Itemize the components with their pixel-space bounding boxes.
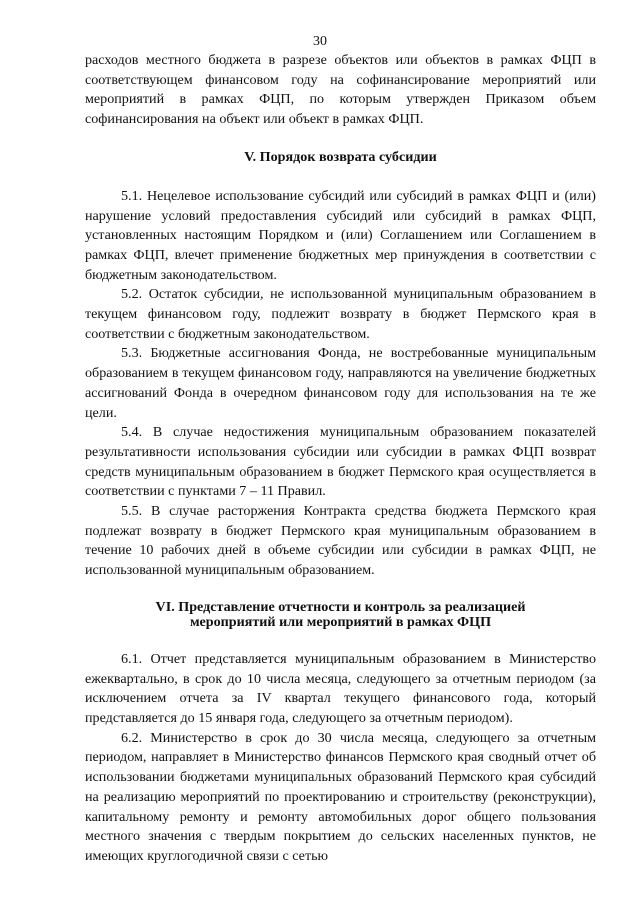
intro-paragraph: расходов местного бюджета в разрезе объектов или объектов в рамках ФЦП в соответствующем финансовом году на софинансирование мероприятий или мероприятий в рамках ФЦП, по которым утвержден Приказом объем софинансирования на объект или объект в рамках ФЦП. — [85, 52, 596, 128]
section-6-heading-line-2: мероприятий или мероприятий в рамках ФЦП — [189, 613, 492, 630]
document-body — [85, 51, 596, 867]
paragraph-5-3: 5.3. Бюджетные ассигнования Фонда, не востребованные муниципальным образованием в текущем финансовом году, направляются на увеличение бюджетных ассигнований Фонда в очередном финансовом году для использования на те же цели. — [85, 345, 596, 421]
paragraph-5-4: 5.4. В случае недостижения муниципальным образованием показателей результативности использования субсидии или субсидии в рамках ФЦП возврат средств муниципальным образованием в бюджет Пермского края осуществляется в соответствии с пунктами 7 – 11 Правил. — [85, 424, 596, 500]
paragraph-5-5: 5.5. В случае расторжения Контракта средства бюджета Пермского края подлежат возврату в бюджет Пермского края муниципальным образованием в течение 10 рабочих дней в объеме субсидии или субсидии в рамках ФЦП, не использованной муниципальным образованием. — [85, 503, 596, 579]
paragraph-6-2: 6.2. Министерство в срок до 30 числа месяца, следующего за отчетным периодом, направляет в Министерство финансов Пермского края сводный отчет об использовании бюджетами муниципальных образований Пермского края субсидий на реализацию мероприятий по проектированию и строительству (реконструкции), капитальному ремонту и ремонту автомобильных дорог общего пользования местного значения с твердым покрытием до сельских населенных пунктов, не имеющих круглогодичной связи с сетью — [85, 729, 596, 864]
paragraph-5-1: 5.1. Нецелевое использование субсидий или субсидий в рамках ФЦП и (или) нарушение условий предоставления субсидий или субсидий в рамках ФЦП, установленных настоящим Порядком и (или) Соглашением или Соглашением в рамках ФЦП, влечет применение бюджетных мер принуждения в соответствии с бюджетным законодательством. — [85, 187, 596, 283]
paragraph-6-1: 6.1. Отчет представляется муниципальным образованием в Министерство ежеквартально, в срок до 10 числа месяца, следующего за отчетным периодом (за исключением отчета за IV квартал текущего финансового года, который представляется до 15 января года, следующего за отчетным периодом). — [85, 650, 596, 726]
section-6-heading — [85, 600, 596, 630]
page-number: 30 — [313, 34, 327, 49]
section-5-heading: V. Порядок возврата субсидии — [244, 148, 437, 165]
section-6-heading-line-1: VI. Представление отчетности и контроль за реализацией — [155, 598, 526, 615]
paragraph-5-2: 5.2. Остаток субсидии, не использованной муниципальным образованием в текущем финансовом году, подлежит возврату в бюджет Пермского края в соответствии с бюджетным законодательством. — [85, 286, 596, 342]
